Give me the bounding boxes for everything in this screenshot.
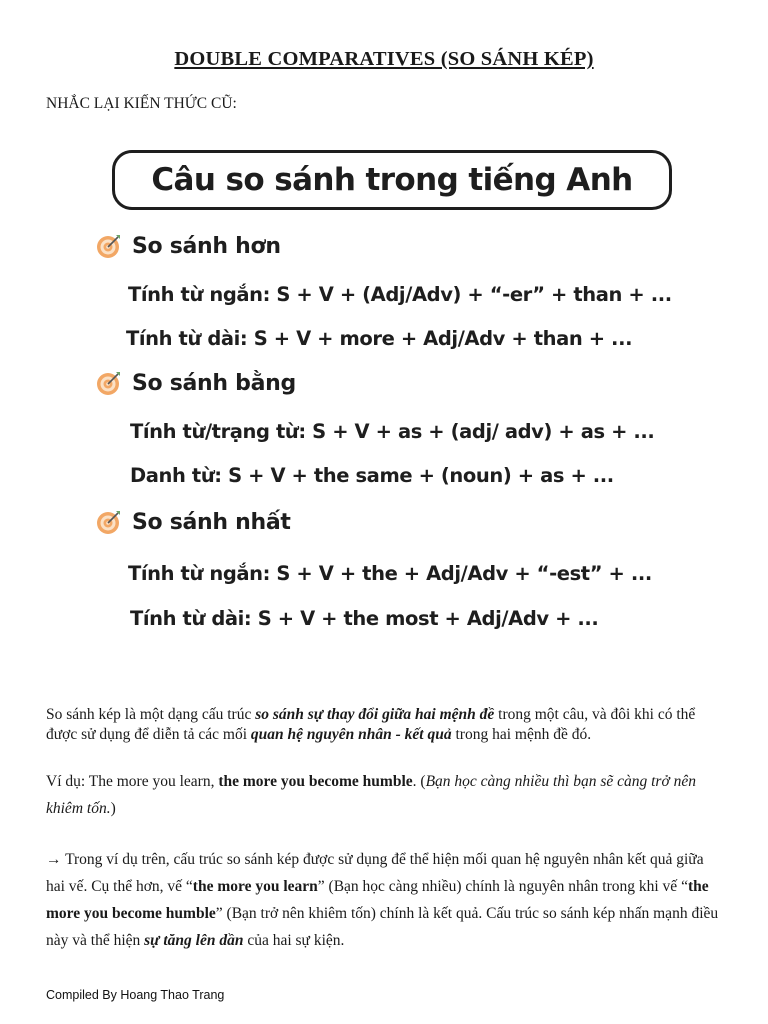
example-text: . ( bbox=[412, 773, 426, 790]
example-bold: the more you become humble bbox=[218, 773, 413, 790]
infographic-title: Câu so sánh trong tiếng Anh bbox=[151, 162, 633, 198]
section-superlative bbox=[96, 509, 291, 535]
explanation-emphasis: sự tăng lên dần bbox=[144, 932, 244, 949]
definition-emphasis: quan hệ nguyên nhân - kết quả bbox=[250, 726, 452, 743]
section-title: So sánh hơn bbox=[132, 233, 281, 259]
definition-text: So sánh kép là một dạng cấu trúc bbox=[46, 706, 256, 723]
example-text: Ví dụ: The more you learn, bbox=[46, 773, 219, 790]
section-equal bbox=[96, 370, 296, 396]
example-text: ) bbox=[110, 800, 116, 817]
definition-text: trong hai mệnh đề đó. bbox=[451, 726, 592, 743]
explanation-text: của hai sự kiện. bbox=[243, 932, 345, 949]
explanation-bold: the more you learn bbox=[192, 878, 318, 895]
infographic-title-box bbox=[112, 150, 672, 210]
formula-line: Tính từ dài: S + V + more + Adj/Adv + than + ... bbox=[126, 327, 633, 350]
formula-line: Tính từ/trạng từ: S + V + as + (adj/ adv) + as + ... bbox=[130, 420, 655, 443]
section-title: So sánh nhất bbox=[132, 509, 291, 535]
formula-line: Tính từ dài: S + V + the most + Adj/Adv + ... bbox=[130, 607, 599, 630]
document-title: DOUBLE COMPARATIVES (SO SÁNH KÉP) bbox=[174, 48, 594, 70]
definition-emphasis: so sánh sự thay đổi giữa hai mệnh đề bbox=[255, 706, 495, 723]
definition-text: trong một câu, và đôi khi có thể được sử dụng để diễn tả các mối bbox=[46, 706, 696, 743]
review-label: NHẮC LẠI KIẾN THỨC CŨ: bbox=[46, 95, 237, 112]
explanation-text: → Trong ví dụ trên, cấu trúc so sánh kép được sử dụng để thể hiện mối quan hệ nguyên nhân kết quả giữa hai vế. Cụ thể hơn, vế “ bbox=[46, 851, 704, 895]
explanation-paragraph bbox=[46, 846, 724, 954]
formula-line: Tính từ ngắn: S + V + the + Adj/Adv + “-est” + ... bbox=[128, 562, 652, 585]
footer-credit: Compiled By Hoang Thao Trang bbox=[46, 988, 225, 1002]
definition-paragraph bbox=[46, 705, 724, 745]
comparison-infographic bbox=[92, 140, 692, 640]
formula-line: Tính từ ngắn: S + V + (Adj/Adv) + “-er” + than + ... bbox=[128, 283, 672, 306]
example-paragraph bbox=[46, 768, 726, 822]
target-icon bbox=[96, 370, 122, 396]
explanation-text: ” (Bạn trở nên khiêm tốn) chính là kết quả. Cấu trúc so sánh kép nhấn mạnh điều này và thể hiện bbox=[46, 905, 719, 949]
section-comparative bbox=[96, 233, 281, 259]
target-icon bbox=[96, 233, 122, 259]
example-translation: Bạn học càng nhiều thì bạn sẽ càng trở nên khiêm tốn. bbox=[46, 773, 696, 817]
section-title: So sánh bằng bbox=[132, 370, 296, 396]
formula-line: Danh từ: S + V + the same + (noun) + as + ... bbox=[130, 464, 614, 487]
explanation-text: ” (Bạn học càng nhiều) chính là nguyên nhân trong khi vế “ bbox=[317, 878, 688, 895]
explanation-bold: the more you become humble bbox=[46, 878, 709, 922]
target-icon bbox=[96, 509, 122, 535]
